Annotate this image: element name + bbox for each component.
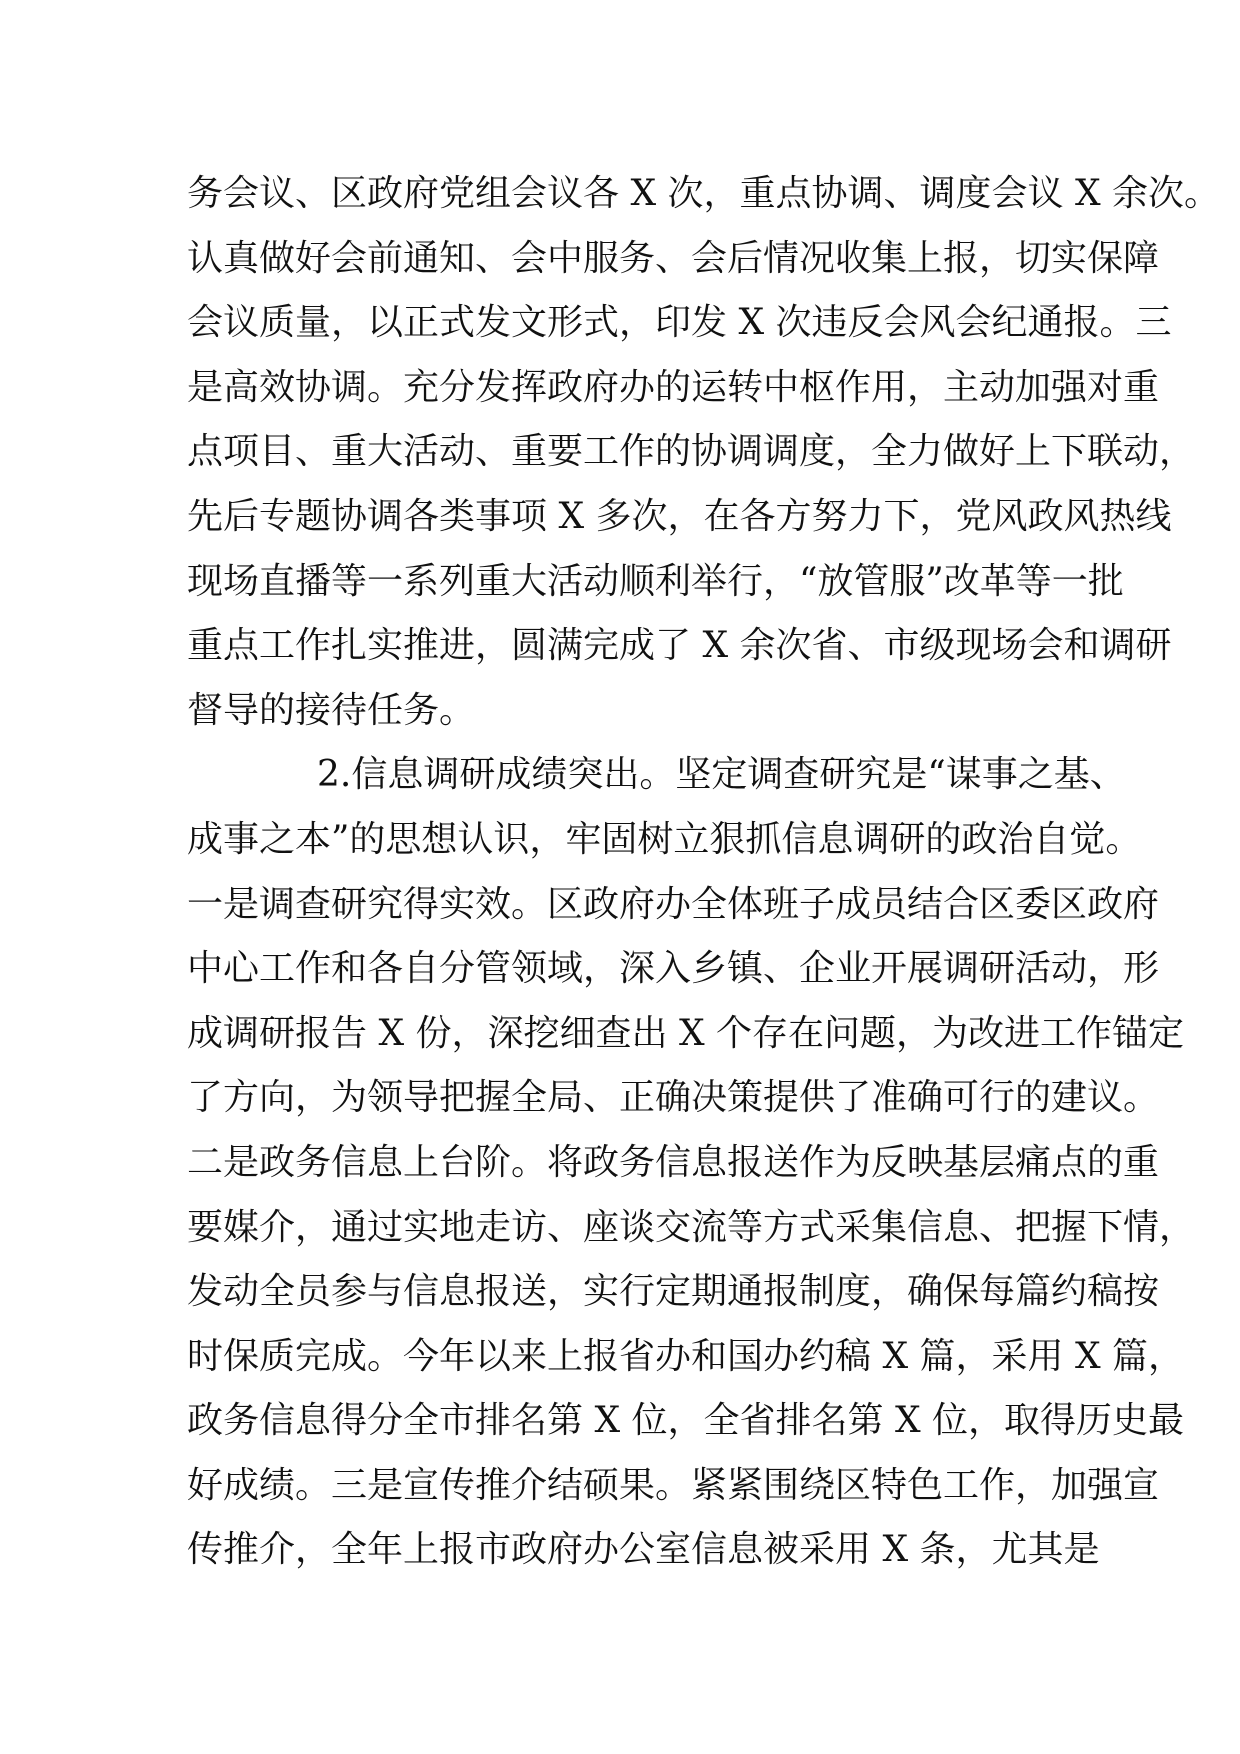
text-line: 时保质完成。今年以来上报省办和国办约稿 X 篇，采用 X 篇， bbox=[187, 1335, 1185, 1377]
text-line: 是高效协调。充分发挥政府办的运转中枢作用，主动加强对重 bbox=[187, 366, 1160, 408]
text-line: 好成绩。三是宣传推介结硕果。紧紧围绕区特色工作，加强宣 bbox=[187, 1464, 1160, 1506]
text-line: 认真做好会前通知、会中服务、会后情况收集上报，切实保障 bbox=[187, 237, 1160, 279]
section-heading-line: 2.信息调研成绩突出。坚定调查研究是“谋事之基、 bbox=[317, 754, 1126, 796]
text-line: 点项目、重大活动、重要工作的协调调度，全力做好上下联动， bbox=[187, 431, 1196, 473]
text-line: 政务信息得分全市排名第 X 位，全省排名第 X 位，取得历史最 bbox=[187, 1400, 1185, 1442]
text-line: 现场直播等一系列重大活动顺利举行，“放管服”改革等一批 bbox=[187, 560, 1124, 602]
text-line: 二是政务信息上台阶。将政务信息报送作为反映基层痛点的重 bbox=[187, 1141, 1160, 1183]
text-line: 成调研报告 X 份，深挖细查出 X 个存在问题，为改进工作锚定 bbox=[187, 1012, 1185, 1054]
text-line: 中心工作和各自分管领域，深入乡镇、企业开展调研活动，形 bbox=[187, 948, 1160, 990]
text-line: 要媒介，通过实地走访、座谈交流等方式采集信息、把握下情， bbox=[187, 1206, 1196, 1248]
text-line: 成事之本”的思想认识，牢固树立狠抓信息调研的政治自觉。 bbox=[187, 818, 1142, 860]
text-line: 重点工作扎实推进，圆满完成了 X 余次省、市级现场会和调研 bbox=[187, 625, 1172, 667]
body-text bbox=[187, 162, 1221, 1583]
text-line: 一是调查研究得实效。区政府办全体班子成员结合区委区政府 bbox=[187, 883, 1160, 925]
text-line: 发动全员参与信息报送，实行定期通报制度，确保每篇约稿按 bbox=[187, 1271, 1160, 1313]
text-line: 会议质量，以正式发文形式，印发 X 次违反会风会纪通报。三 bbox=[187, 302, 1172, 344]
text-line: 传推介，全年上报市政府办公室信息被采用 X 条，尤其是 bbox=[187, 1529, 1100, 1571]
text-line: 督导的接待任务。 bbox=[187, 689, 476, 731]
text-line: 先后专题协调各类事项 X 多次，在各方努力下，党风政风热线 bbox=[187, 495, 1172, 537]
text-line: 了方向，为领导把握全局、正确决策提供了准确可行的建议。 bbox=[187, 1077, 1160, 1119]
text-line: 务会议、区政府党组会议各 X 次，重点协调、调度会议 X 余次。 bbox=[187, 173, 1221, 214]
